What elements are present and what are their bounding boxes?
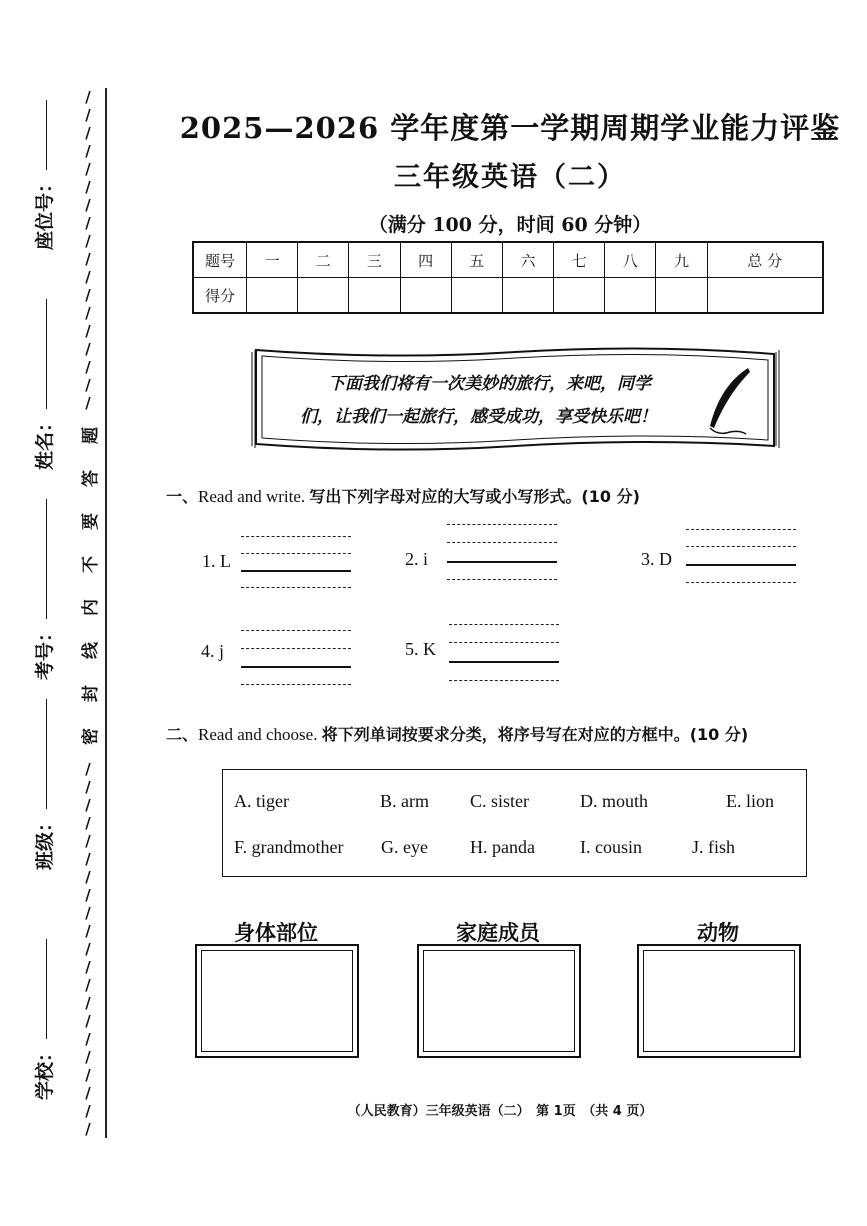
score-label: 得分 <box>193 278 247 314</box>
score-cell[interactable] <box>247 278 298 314</box>
word-option: F. grandmother <box>234 837 344 857</box>
section-2-heading <box>166 722 748 745</box>
school-label: 学校： <box>34 1042 56 1100</box>
exam-number-field[interactable] <box>30 499 57 680</box>
word-bank <box>222 769 807 877</box>
column-header: 八 <box>605 242 656 278</box>
school-field[interactable] <box>30 939 57 1100</box>
column-header: 九 <box>656 242 707 278</box>
score-cell[interactable] <box>707 278 823 314</box>
score-cell[interactable] <box>502 278 553 314</box>
answer-box-animals[interactable] <box>637 944 801 1058</box>
seat-number-label: 座位号： <box>34 173 56 250</box>
seal-line <box>105 88 107 1138</box>
seal-words <box>80 423 101 749</box>
word-option: E. lion <box>726 791 774 811</box>
score-cell[interactable] <box>400 278 451 314</box>
word-option: C. sister <box>470 791 530 811</box>
exam-info: （满分 100 分，时间 60 分钟） <box>368 214 652 236</box>
word-option: I. cousin <box>580 837 642 857</box>
slash-marks-top: / / / / / / / / / / / / / / / / / / <box>85 88 91 412</box>
category-label-body-parts: 身体部位 <box>234 921 318 945</box>
exam-number-label: 考号： <box>34 622 56 680</box>
seal-word: 封 <box>80 685 101 702</box>
exam-title: 2025—2026 学年度第一学期周期学业能力评鉴 <box>179 111 841 145</box>
seal-word: 内 <box>80 599 101 616</box>
score-cell[interactable] <box>451 278 502 314</box>
banner-line-1: 下面我们将有一次美妙的旅行，来吧，同学 <box>328 374 651 394</box>
seal-word: 不 <box>80 556 101 573</box>
score-table-score-row <box>193 278 823 314</box>
score-cell[interactable] <box>298 278 349 314</box>
category-label-family: 家庭成员 <box>456 921 540 945</box>
letter-item-3: 3. D <box>641 549 672 569</box>
seal-word: 要 <box>80 513 101 530</box>
column-header: 二 <box>298 242 349 278</box>
section-1-number: 一、 <box>166 487 199 506</box>
column-header: 一 <box>247 242 298 278</box>
letter-item-2: 2. i <box>405 549 429 569</box>
question-number-label: 题号 <box>193 242 247 278</box>
seal-word: 密 <box>80 728 101 745</box>
column-header: 四 <box>400 242 451 278</box>
banner-message <box>300 368 720 434</box>
column-header: 六 <box>502 242 553 278</box>
seat-number-field[interactable] <box>30 100 57 250</box>
seal-word: 答 <box>80 470 101 487</box>
word-option: D. mouth <box>580 791 649 811</box>
column-header: 总 分 <box>707 242 823 278</box>
banner-line-2: 们，让我们一起旅行，感受成功，享受快乐吧！ <box>300 407 657 427</box>
name-label: 姓名： <box>34 412 56 470</box>
name-field[interactable] <box>30 299 57 470</box>
seal-line-text <box>76 88 100 1138</box>
section-1-instructions: 写出下列字母对应的大写或小写形式。(10 分) <box>309 487 640 506</box>
word-option: G. eye <box>381 837 428 857</box>
score-table-header-row <box>193 242 823 278</box>
letter-item-4: 4. j <box>201 641 225 661</box>
column-header: 五 <box>451 242 502 278</box>
category-label-animals: 动物 <box>697 921 739 945</box>
letter-item-1: 1. L <box>202 551 231 571</box>
word-option: H. panda <box>470 837 535 857</box>
answer-box-body-parts[interactable] <box>195 944 359 1058</box>
section-1-english: Read and write. <box>198 487 306 506</box>
section-2-instructions: 将下列单词按要求分类，将序号写在对应的方框中。(10 分) <box>321 725 749 744</box>
word-option: B. arm <box>380 791 429 811</box>
seal-word: 题 <box>80 427 101 444</box>
slash-marks-bottom: / / / / / / / / / / / / / / / / / / / / / <box>85 760 91 1138</box>
class-label: 班级： <box>34 812 56 870</box>
score-cell[interactable] <box>605 278 656 314</box>
column-header: 三 <box>349 242 400 278</box>
seal-word: 线 <box>80 642 101 659</box>
exam-subtitle: 三年级英语（二） <box>394 162 626 193</box>
letter-item-5: 5. K <box>405 639 436 659</box>
answer-box-family[interactable] <box>417 944 581 1058</box>
score-table <box>192 241 824 314</box>
page-footer: （人民教育）三年级英语（二） 第 1页 （共 4 页） <box>347 1104 653 1119</box>
section-2-number: 二、 <box>166 725 199 744</box>
word-option: A. tiger <box>234 791 289 811</box>
score-cell[interactable] <box>554 278 605 314</box>
score-cell[interactable] <box>656 278 707 314</box>
section-1-heading <box>166 484 640 507</box>
word-option: J. fish <box>692 837 736 857</box>
section-2-english: Read and choose. <box>198 725 318 744</box>
class-field[interactable] <box>30 699 57 870</box>
column-header: 七 <box>554 242 605 278</box>
score-cell[interactable] <box>349 278 400 314</box>
